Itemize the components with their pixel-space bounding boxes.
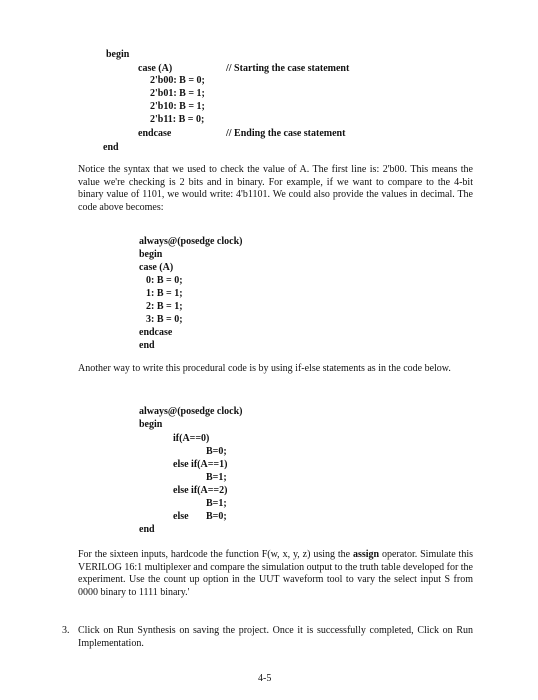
paragraph-text: operator. Simulate this VERILOG 16:1 multiplexer and compare the simulation output to the truth table developed for the experiment. Use the count up option in the UUT waveform tool to vary the select input S from 0000 binary to 1111 binary.' <box>78 549 473 598</box>
code-line: 3: B = 0; <box>146 314 183 325</box>
page-number: 4-5 <box>258 673 272 684</box>
code-begin: begin <box>139 249 163 260</box>
step-text: Click on Run Synthesis on saving the project. Once it is successfully completed, Click on Run Implementation. <box>78 625 473 649</box>
code-line: 2'b11: B = 0; <box>150 114 205 125</box>
code-line: 2'b00: B = 0; <box>150 75 205 86</box>
code-endcase: endcase <box>139 327 173 338</box>
code-else: else <box>173 511 189 522</box>
code-always: always@(posedge clock) <box>139 236 243 247</box>
code-begin: begin <box>106 49 130 60</box>
code-end: end <box>103 142 119 153</box>
code-always: always@(posedge clock) <box>139 406 243 417</box>
code-if: if(A==0) <box>173 433 210 444</box>
code-else-if: else if(A==2) <box>173 485 228 496</box>
paragraph-text: For the sixteen inputs, hardcode the function F(w, x, y, z) using the <box>78 549 353 560</box>
code-begin: begin <box>139 419 163 430</box>
paragraph: Another way to write this procedural code is by using if-else statements as in the code below. <box>78 363 451 374</box>
paragraph <box>78 549 473 599</box>
code-case: case (A) <box>138 63 173 74</box>
code-assign: B=0; <box>206 446 227 457</box>
code-case: case (A) <box>139 262 174 273</box>
code-line: 2'b01: B = 1; <box>150 88 205 99</box>
paragraph: Notice the syntax that we used to check the value of A. The first line is: 2'b00. This means the value we're checking is 2 bits and in binary. For example, if we want to compare to the 4-bit binary value of 1101, we would write: 4'b1101. We could also provide the values in decimal. The code above becomes: <box>78 164 473 213</box>
step-number: 3. <box>62 625 70 636</box>
code-comment: // Ending the case statement <box>226 128 346 139</box>
code-line: 0: B = 0; <box>146 275 183 286</box>
code-comment: // Starting the case statement <box>226 63 350 74</box>
code-line: 2: B = 1; <box>146 301 183 312</box>
code-assign: B=1; <box>206 498 227 509</box>
keyword-assign: assign <box>352 549 380 560</box>
code-line: 1: B = 1; <box>146 288 183 299</box>
code-line: 2'b10: B = 1; <box>150 101 205 112</box>
code-end: end <box>139 340 155 351</box>
code-else-if: else if(A==1) <box>173 459 228 470</box>
code-end: end <box>139 524 155 535</box>
code-endcase: endcase <box>138 128 172 139</box>
code-assign: B=0; <box>206 511 227 522</box>
code-assign: B=1; <box>206 472 227 483</box>
